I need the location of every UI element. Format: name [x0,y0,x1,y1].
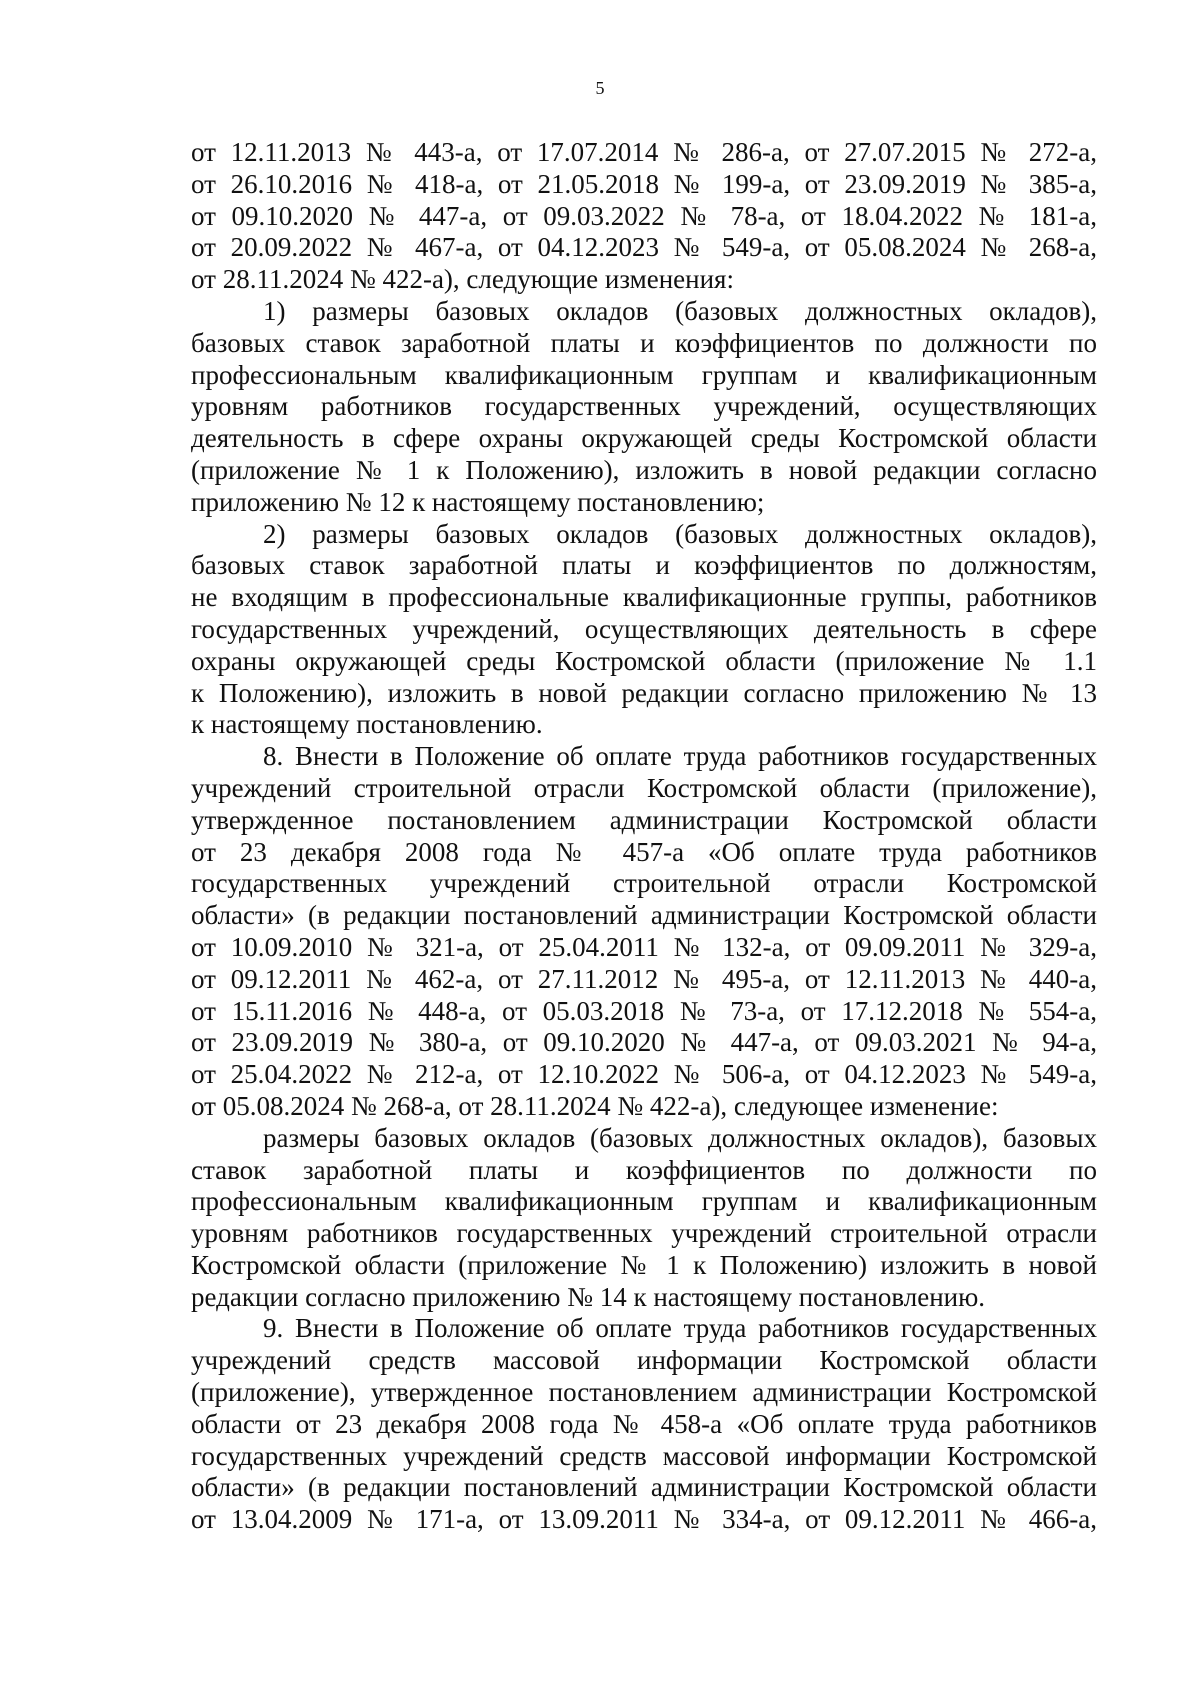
text-line: государственных учреждений строительной отрасли Костромской [191,868,1097,899]
text-line: от 28.11.2024 № 422-а), следующие изменения: [191,264,734,295]
text-line: профессиональным квалификационным группам и квалификационным [191,1186,1097,1217]
text-line: от 25.04.2022 № 212-а, от 12.10.2022 № 506-а, от 04.12.2023 № 549-а, [191,1059,1097,1090]
text-line: ставок заработной платы и коэффициентов по должности по [191,1154,1097,1185]
text-line: от 13.04.2009 № 171-а, от 13.09.2011 № 334-а, от 09.12.2011 № 466-а, [191,1504,1097,1535]
text-line: охраны окружающей среды Костромской области (приложение № 1.1 [191,645,1097,676]
text-line: приложению № 12 к настоящему постановлению; [191,486,765,517]
text-line: профессиональным квалификационным группам и квалификационным [191,359,1097,390]
text-line: государственных учреждений средств массовой информации Костромской [191,1440,1097,1471]
text-line: утвержденное постановлением администрации Костромской области [191,804,1097,835]
document-body [191,137,1097,1536]
text-line: размеры базовых окладов (базовых должностных окладов), базовых [263,1122,1097,1153]
text-line: деятельность в сфере охраны окружающей среды Костромской области [191,423,1097,454]
text-line: базовых ставок заработной платы и коэффициентов по должностям, [191,550,1097,581]
text-line: от 23 декабря 2008 года № 457-а «Об оплате труда работников [191,836,1097,867]
text-line: области» (в редакции постановлений администрации Костромской области [191,1472,1097,1503]
text-line: 1) размеры базовых окладов (базовых должностных окладов), [263,295,1097,326]
text-line: к Положению), изложить в новой редакции согласно приложению № 13 [191,677,1097,708]
text-line: 2) размеры базовых окладов (базовых должностных окладов), [263,518,1097,549]
text-line: уровням работников государственных учреждений строительной отрасли [191,1218,1097,1249]
text-line: от 20.09.2022 № 467-а, от 04.12.2023 № 549-а, от 05.08.2024 № 268-а, [191,232,1097,263]
text-line: 8. Внести в Положение об оплате труда работников государственных [263,741,1097,772]
text-line: от 10.09.2010 № 321-а, от 25.04.2011 № 132-а, от 09.09.2011 № 329-а, [191,931,1097,962]
text-line: области от 23 декабря 2008 года № 458-а «Об оплате труда работников [191,1408,1097,1439]
text-line: редакции согласно приложению № 14 к настоящему постановлению. [191,1281,986,1312]
text-line: к настоящему постановлению. [191,709,543,740]
page-number: 5 [595,78,605,98]
text-line: от 09.12.2011 № 462-а, от 27.11.2012 № 495-а, от 12.11.2013 № 440-а, [191,963,1097,994]
text-line: 9. Внести в Положение об оплате труда работников государственных [263,1313,1097,1344]
text-line: учреждений средств массовой информации Костромской области [191,1345,1097,1376]
text-line: (приложение № 1 к Положению), изложить в новой редакции согласно [191,454,1097,485]
text-line: от 23.09.2019 № 380-а, от 09.10.2020 № 447-а, от 09.03.2021 № 94-а, [191,1027,1097,1058]
text-line: от 09.10.2020 № 447-а, от 09.03.2022 № 78-а, от 18.04.2022 № 181-а, [191,200,1097,231]
text-line: от 26.10.2016 № 418-а, от 21.05.2018 № 199-а, от 23.09.2019 № 385-а, [191,168,1097,199]
text-line: от 15.11.2016 № 448-а, от 05.03.2018 № 73-а, от 17.12.2018 № 554-а, [191,995,1097,1026]
text-line: от 12.11.2013 № 443-а, от 17.07.2014 № 286-а, от 27.07.2015 № 272-а, [191,137,1097,167]
text-line: базовых ставок заработной платы и коэффициентов по должности по [191,327,1097,358]
text-line: от 05.08.2024 № 268-а, от 28.11.2024 № 422-а), следующее изменение: [191,1090,999,1121]
text-line: области» (в редакции постановлений администрации Костромской области [191,900,1097,931]
text-line: (приложение), утвержденное постановлением администрации Костромской [191,1377,1097,1408]
text-line: не входящим в профессиональные квалификационные группы, работников [191,582,1097,613]
text-line: уровням работников государственных учреждений, осуществляющих [191,391,1097,422]
text-line: учреждений строительной отрасли Костромской области (приложение), [191,772,1097,803]
text-line: государственных учреждений, осуществляющих деятельность в сфере [191,613,1097,644]
text-line: Костромской области (приложение № 1 к Положению) изложить в новой [191,1249,1097,1280]
